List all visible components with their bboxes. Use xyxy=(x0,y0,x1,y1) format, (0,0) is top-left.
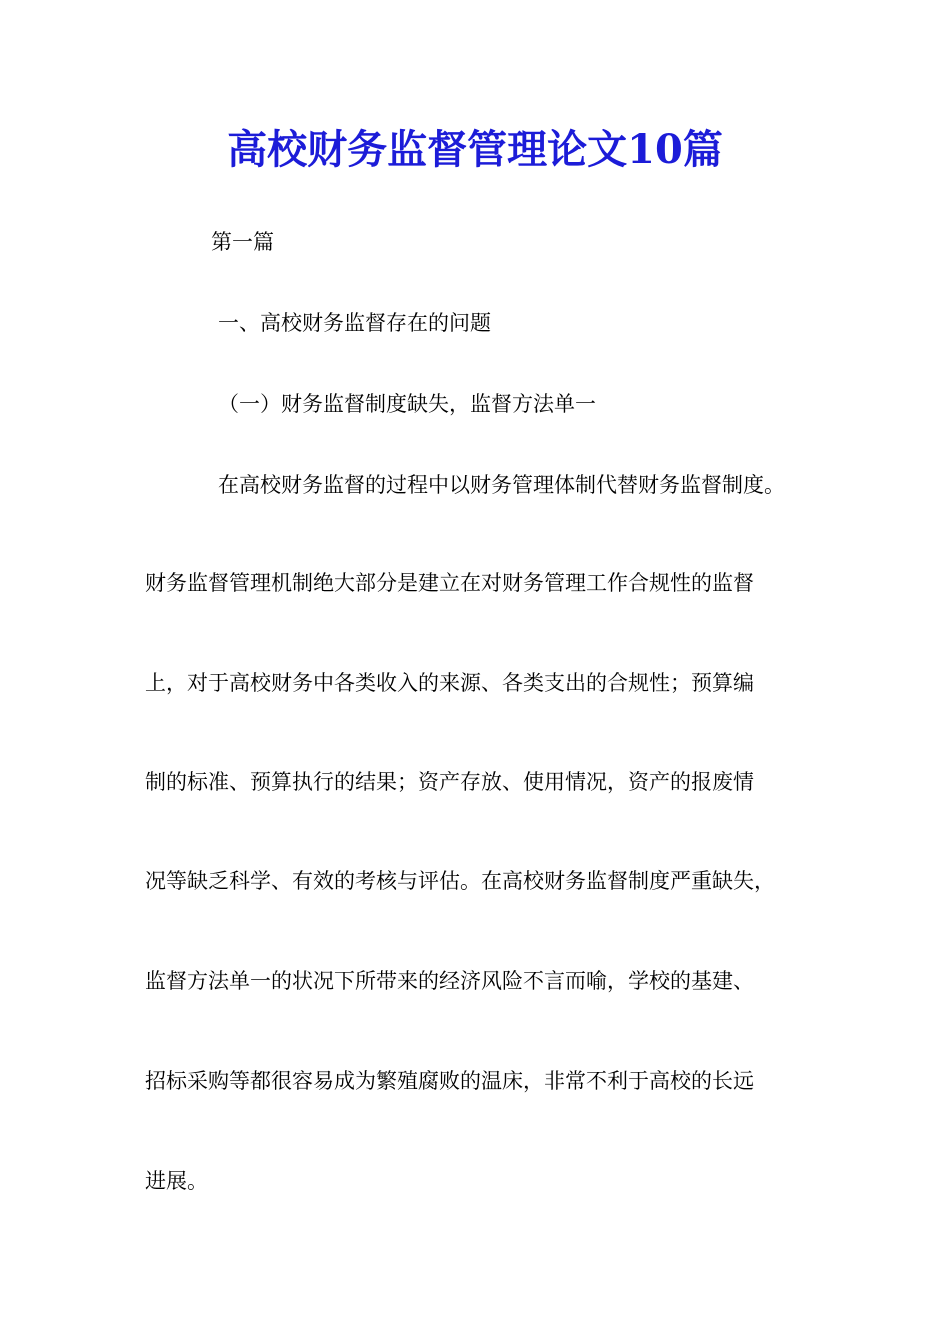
paragraph-line: 监督方法单一的状况下所带来的经济风险不言而喻，学校的基建、 xyxy=(145,969,754,993)
part-label: 第一篇 xyxy=(211,230,274,254)
section-heading: 一、高校财务监督存在的问题 xyxy=(218,311,491,335)
paragraph-line: 进展。 xyxy=(145,1169,208,1193)
paragraph-line: 上，对于高校财务中各类收入的来源、各类支出的合规性；预算编 xyxy=(145,671,754,695)
paragraph-line: 制的标准、预算执行的结果；资产存放、使用情况，资产的报废情 xyxy=(145,770,754,794)
paragraph-line: 财务监督管理机制绝大部分是建立在对财务管理工作合规性的监督 xyxy=(145,571,754,595)
paragraph-line: 招标采购等都很容易成为繁殖腐败的温床，非常不利于高校的长远 xyxy=(145,1069,754,1093)
subsection-heading: （一）财务监督制度缺失，监督方法单一 xyxy=(218,392,596,416)
paragraph-line: 况等缺乏科学、有效的考核与评估。在高校财务监督制度严重缺失， xyxy=(145,869,775,893)
paragraph-line: 在高校财务监督的过程中以财务管理体制代替财务监督制度。 xyxy=(218,473,785,497)
document-title: 高校财务监督管理论文10篇 xyxy=(227,126,723,173)
